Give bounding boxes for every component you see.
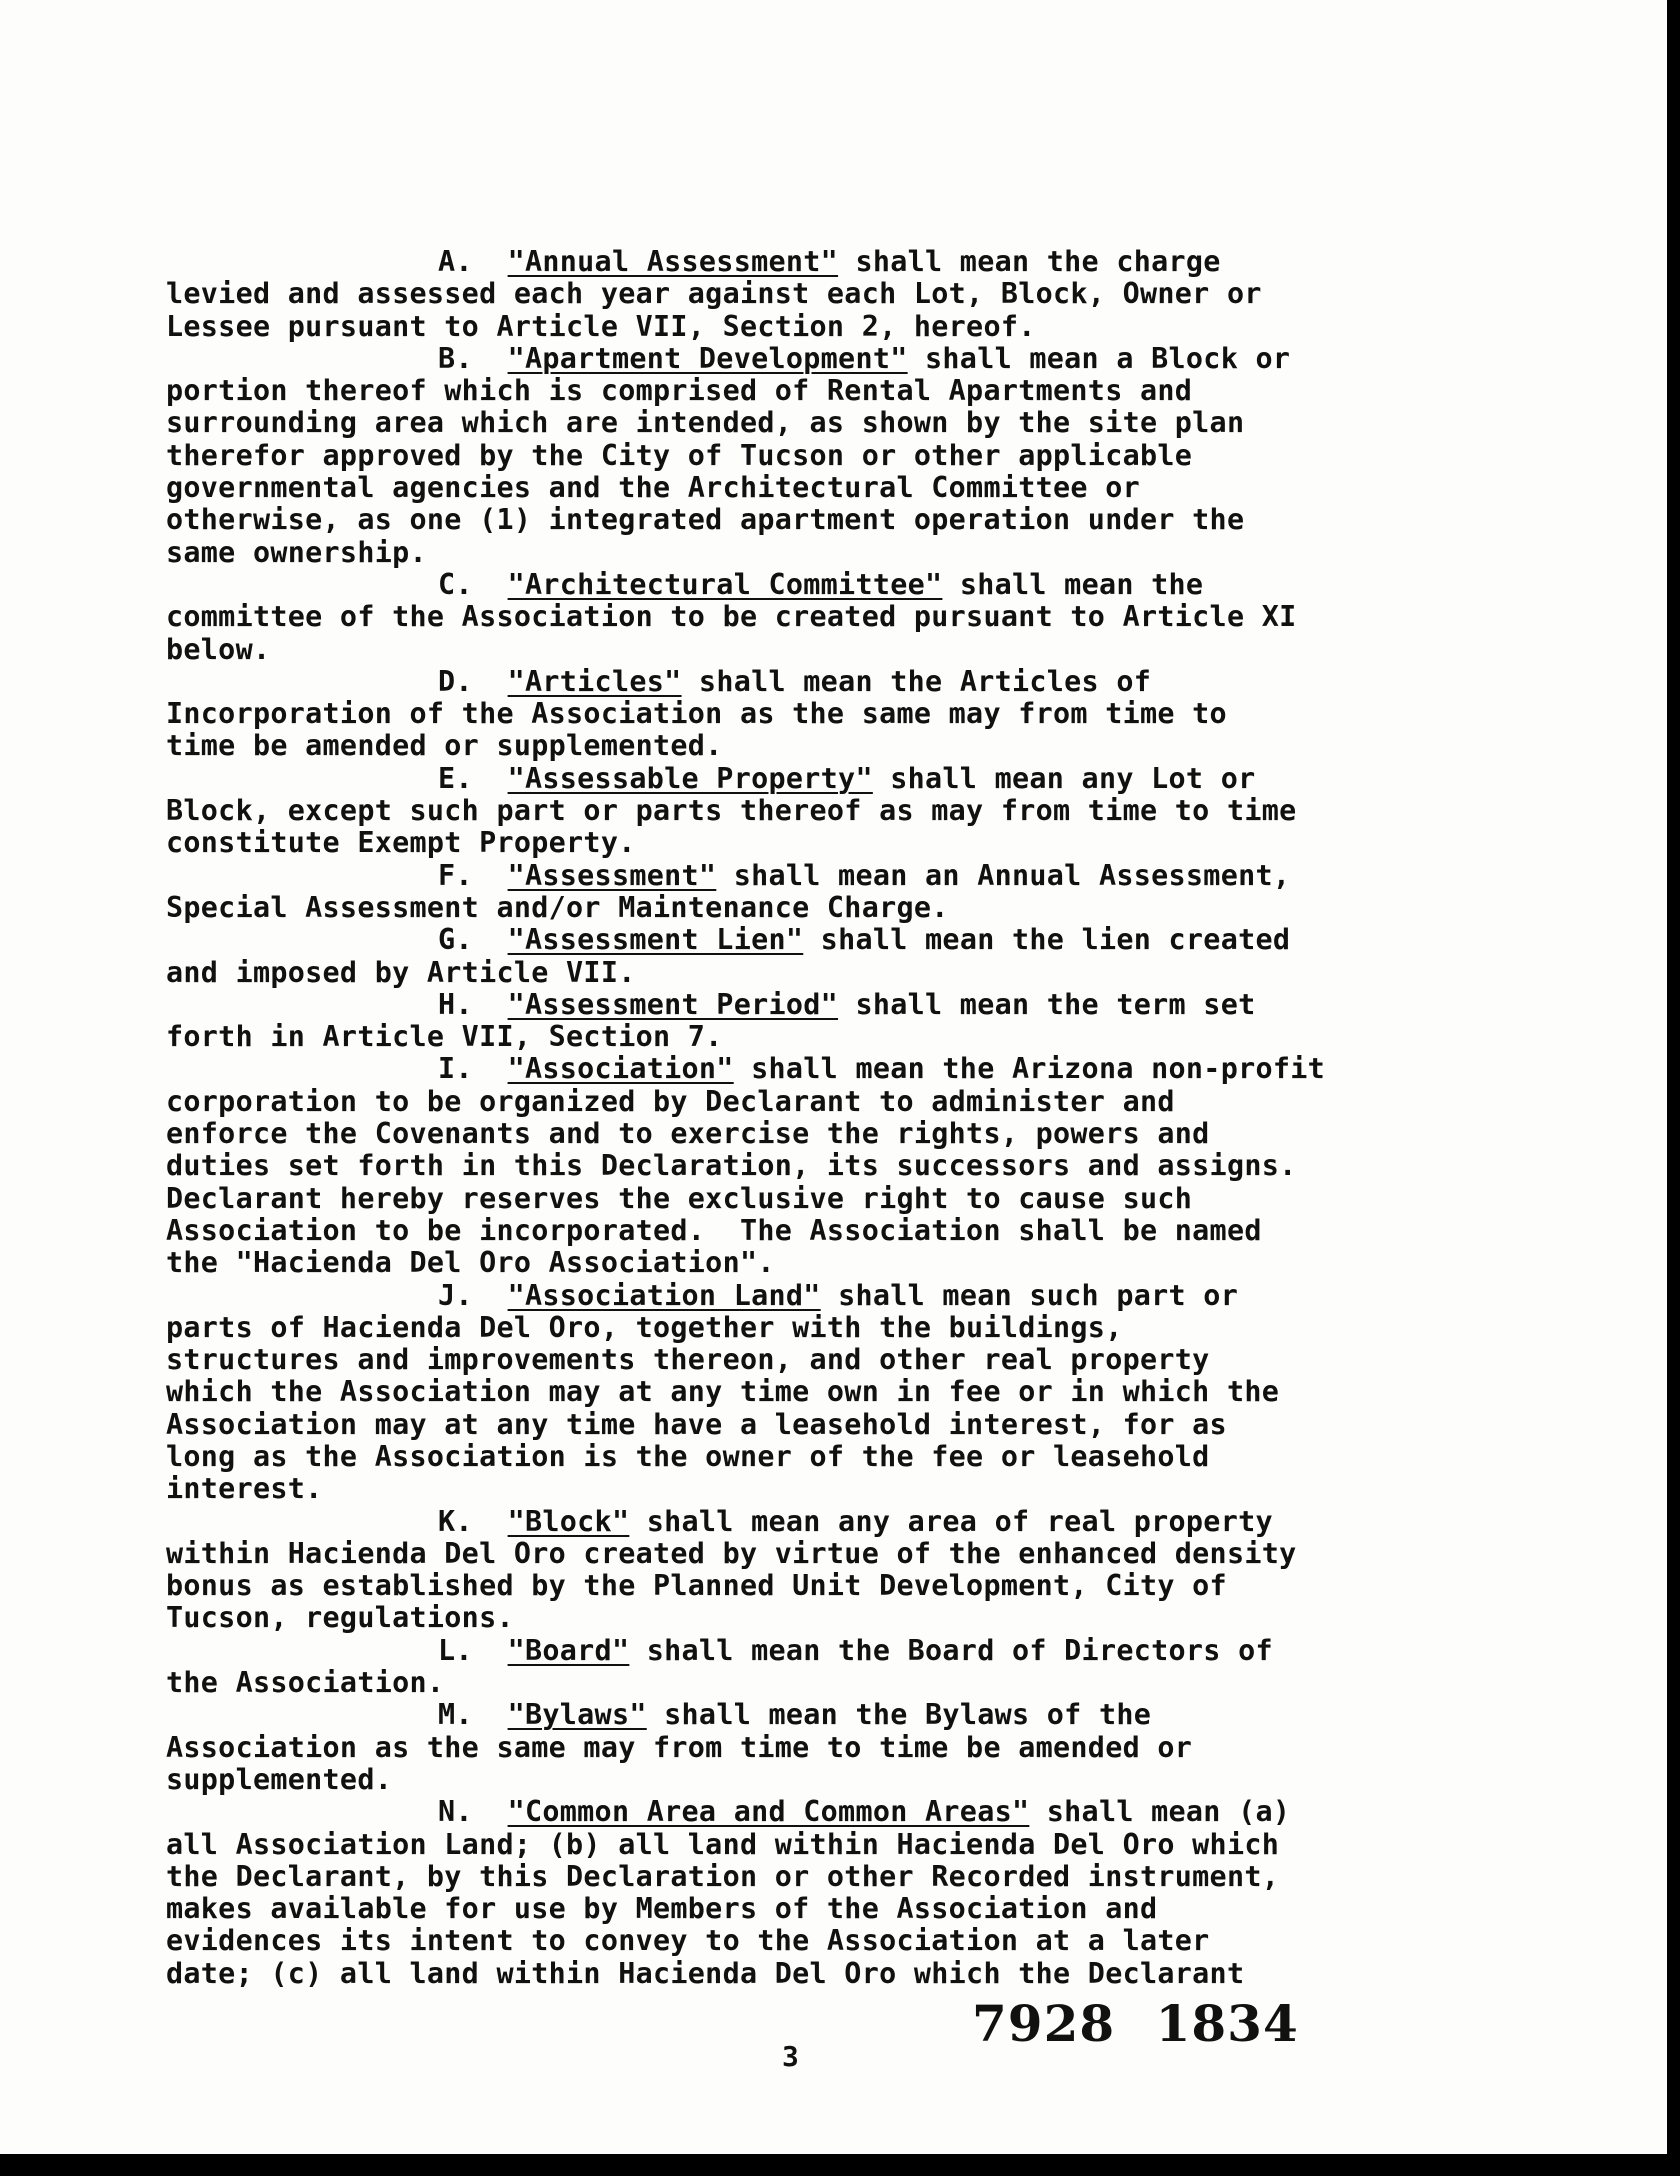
- definition-first-line: [166, 1635, 1466, 1667]
- definition-line: Association to be incorporated. The Association shall be named: [166, 1213, 1262, 1247]
- definitions-list: [166, 246, 1466, 1990]
- definition-letter: M.: [438, 1698, 473, 1732]
- definition-text: shall mean the charge: [838, 245, 1221, 278]
- definition-item: [166, 1053, 1466, 1279]
- definition-line: Tucson, regulations.: [166, 1601, 514, 1635]
- definition-letter: N.: [438, 1795, 473, 1829]
- defined-term: "Apartment Development": [507, 341, 908, 375]
- definition-line: Association as the same may from time to time be amended or: [166, 1730, 1193, 1764]
- definition-letter: C.: [438, 567, 473, 601]
- definition-letter: L.: [438, 1633, 473, 1667]
- defined-term: "Architectural Committee": [507, 567, 943, 601]
- definition-item: [166, 1280, 1466, 1506]
- definition-line: supplemented.: [166, 1762, 393, 1796]
- definition-line: governmental agencies and the Architectural Committee or: [166, 471, 1140, 505]
- definition-line: forth in Article VII, Section 7.: [166, 1020, 723, 1054]
- definition-item: [166, 343, 1466, 569]
- definition-first-line: [166, 1796, 1466, 1828]
- definition-line: corporation to be organized by Declarant to administer and: [166, 1084, 1175, 1118]
- definition-item: [166, 763, 1466, 860]
- definition-item: [166, 1506, 1466, 1635]
- definition-letter: E.: [438, 761, 473, 795]
- definition-item: [166, 860, 1466, 925]
- definition-first-line: [166, 343, 1466, 375]
- definition-line: Declarant hereby reserves the exclusive right to cause such: [166, 1181, 1193, 1215]
- definition-first-line: [166, 1506, 1466, 1538]
- definition-line: parts of Hacienda Del Oro, together with the buildings,: [166, 1310, 1123, 1344]
- definition-text: shall mean a Block or: [907, 341, 1291, 375]
- definition-item: [166, 569, 1466, 666]
- defined-term: "Common Area and Common Areas": [507, 1795, 1030, 1829]
- definition-first-line: [166, 989, 1466, 1021]
- definition-line: surrounding area which are intended, as shown by the site plan: [166, 406, 1245, 440]
- definition-line: makes available for use by Members of the Association and: [166, 1892, 1158, 1926]
- definition-line: evidences its intent to convey to the Association at a later: [166, 1924, 1210, 1958]
- definition-text: shall mean such part or: [820, 1278, 1239, 1312]
- definition-line: same ownership.: [166, 535, 427, 569]
- definition-letter: G.: [438, 923, 473, 957]
- definition-letter: A.: [438, 245, 473, 278]
- definition-line: the "Hacienda Del Oro Association".: [166, 1246, 775, 1280]
- definition-letter: K.: [438, 1504, 473, 1538]
- defined-term: "Articles": [507, 664, 682, 698]
- definition-line: and imposed by Article VII.: [166, 955, 636, 989]
- definition-letter: D.: [438, 664, 473, 698]
- definition-letter: I.: [438, 1052, 473, 1086]
- definition-item: [166, 989, 1466, 1054]
- definition-line: constitute Exempt Property.: [166, 826, 636, 860]
- definition-item: [166, 1635, 1466, 1700]
- definition-first-line: [166, 1053, 1466, 1085]
- definition-first-line: [166, 666, 1466, 698]
- definition-line: the Association.: [166, 1666, 445, 1700]
- definition-line: Special Assessment and/or Maintenance Charge.: [166, 890, 949, 924]
- definition-letter: B.: [438, 341, 473, 375]
- definition-line: interest.: [166, 1472, 323, 1506]
- definition-text: shall mean the Arizona non-profit: [733, 1052, 1326, 1086]
- definition-letter: H.: [438, 987, 473, 1021]
- defined-term: "Association": [507, 1052, 734, 1086]
- definition-item: [166, 666, 1466, 763]
- definition-line: otherwise, as one (1) integrated apartment operation under the: [166, 503, 1245, 537]
- defined-term: "Board": [507, 1633, 630, 1667]
- definition-first-line: [166, 860, 1466, 892]
- defined-term: "Assessment": [507, 858, 717, 892]
- definition-text: shall mean the term set: [838, 987, 1256, 1021]
- definition-line: Lessee pursuant to Article VII, Section 2, hereof.: [166, 309, 1036, 343]
- defined-term: "Annual Assessment": [507, 245, 839, 278]
- definition-first-line: [166, 763, 1466, 795]
- definition-text: shall mean the: [942, 567, 1204, 601]
- definition-text: shall mean an Annual Assessment,: [716, 858, 1291, 892]
- definition-line: enforce the Covenants and to exercise the rights, powers and: [166, 1117, 1210, 1151]
- definition-line: all Association Land; (b) all land within Hacienda Del Oro which: [166, 1827, 1280, 1861]
- definition-text: shall mean the Board of Directors of: [629, 1633, 1273, 1667]
- definition-letter: J.: [438, 1278, 473, 1312]
- docket-stamp: 7928 1834: [972, 1994, 1299, 2053]
- page-number: 3: [782, 2040, 799, 2073]
- defined-term: "Block": [507, 1504, 630, 1538]
- definition-text: shall mean (a): [1029, 1795, 1291, 1829]
- definition-line: Incorporation of the Association as the same may from time to: [166, 697, 1227, 731]
- definition-line: long as the Association is the owner of the fee or leasehold: [166, 1439, 1210, 1473]
- definition-line: duties set forth in this Declaration, its successors and assigns.: [166, 1149, 1297, 1183]
- definition-text: shall mean any Lot or: [872, 761, 1256, 795]
- definition-item: [166, 924, 1466, 989]
- definition-line: committee of the Association to be created pursuant to Article XI: [166, 600, 1297, 634]
- definition-line: therefor approved by the City of Tucson or other applicable: [166, 438, 1193, 472]
- definition-line: below.: [166, 632, 271, 666]
- defined-term: "Assessment Period": [507, 987, 839, 1021]
- definition-text: shall mean any area of real property: [629, 1504, 1273, 1538]
- definition-line: within Hacienda Del Oro created by virtue of the enhanced density: [166, 1536, 1297, 1570]
- definition-line: the Declarant, by this Declaration or other Recorded instrument,: [166, 1859, 1280, 1893]
- definition-item: [166, 246, 1466, 343]
- defined-term: "Association Land": [507, 1278, 821, 1312]
- definition-text: shall mean the lien created: [803, 923, 1291, 957]
- definition-line: structures and improvements thereon, and other real property: [166, 1343, 1210, 1377]
- defined-term: "Assessable Property": [507, 761, 873, 795]
- definition-item: [166, 1699, 1466, 1796]
- defined-term: "Bylaws": [507, 1698, 647, 1732]
- definition-text: shall mean the Bylaws of the: [646, 1698, 1152, 1732]
- definition-line: which the Association may at any time own in fee or in which the: [166, 1375, 1280, 1409]
- definition-line: date; (c) all land within Hacienda Del Oro which the Declarant: [166, 1956, 1245, 1990]
- definition-line: Association may at any time have a leasehold interest, for as: [166, 1407, 1227, 1441]
- definition-first-line: [166, 924, 1466, 956]
- definition-line: Block, except such part or parts thereof as may from time to time: [166, 794, 1297, 828]
- definition-line: levied and assessed each year against each Lot, Block, Owner or: [166, 277, 1262, 311]
- definition-line: bonus as established by the Planned Unit Development, City of: [166, 1569, 1227, 1603]
- definition-item: [166, 1796, 1466, 1990]
- definition-first-line: [166, 569, 1466, 601]
- definition-line: portion thereof which is comprised of Rental Apartments and: [166, 374, 1193, 408]
- definition-letter: F.: [438, 858, 473, 892]
- definition-first-line: [166, 1280, 1466, 1312]
- definition-text: shall mean the Articles of: [681, 664, 1152, 698]
- definition-line: time be amended or supplemented.: [166, 729, 723, 763]
- definition-first-line: [166, 246, 1466, 278]
- defined-term: "Assessment Lien": [507, 923, 804, 957]
- definition-first-line: [166, 1699, 1466, 1731]
